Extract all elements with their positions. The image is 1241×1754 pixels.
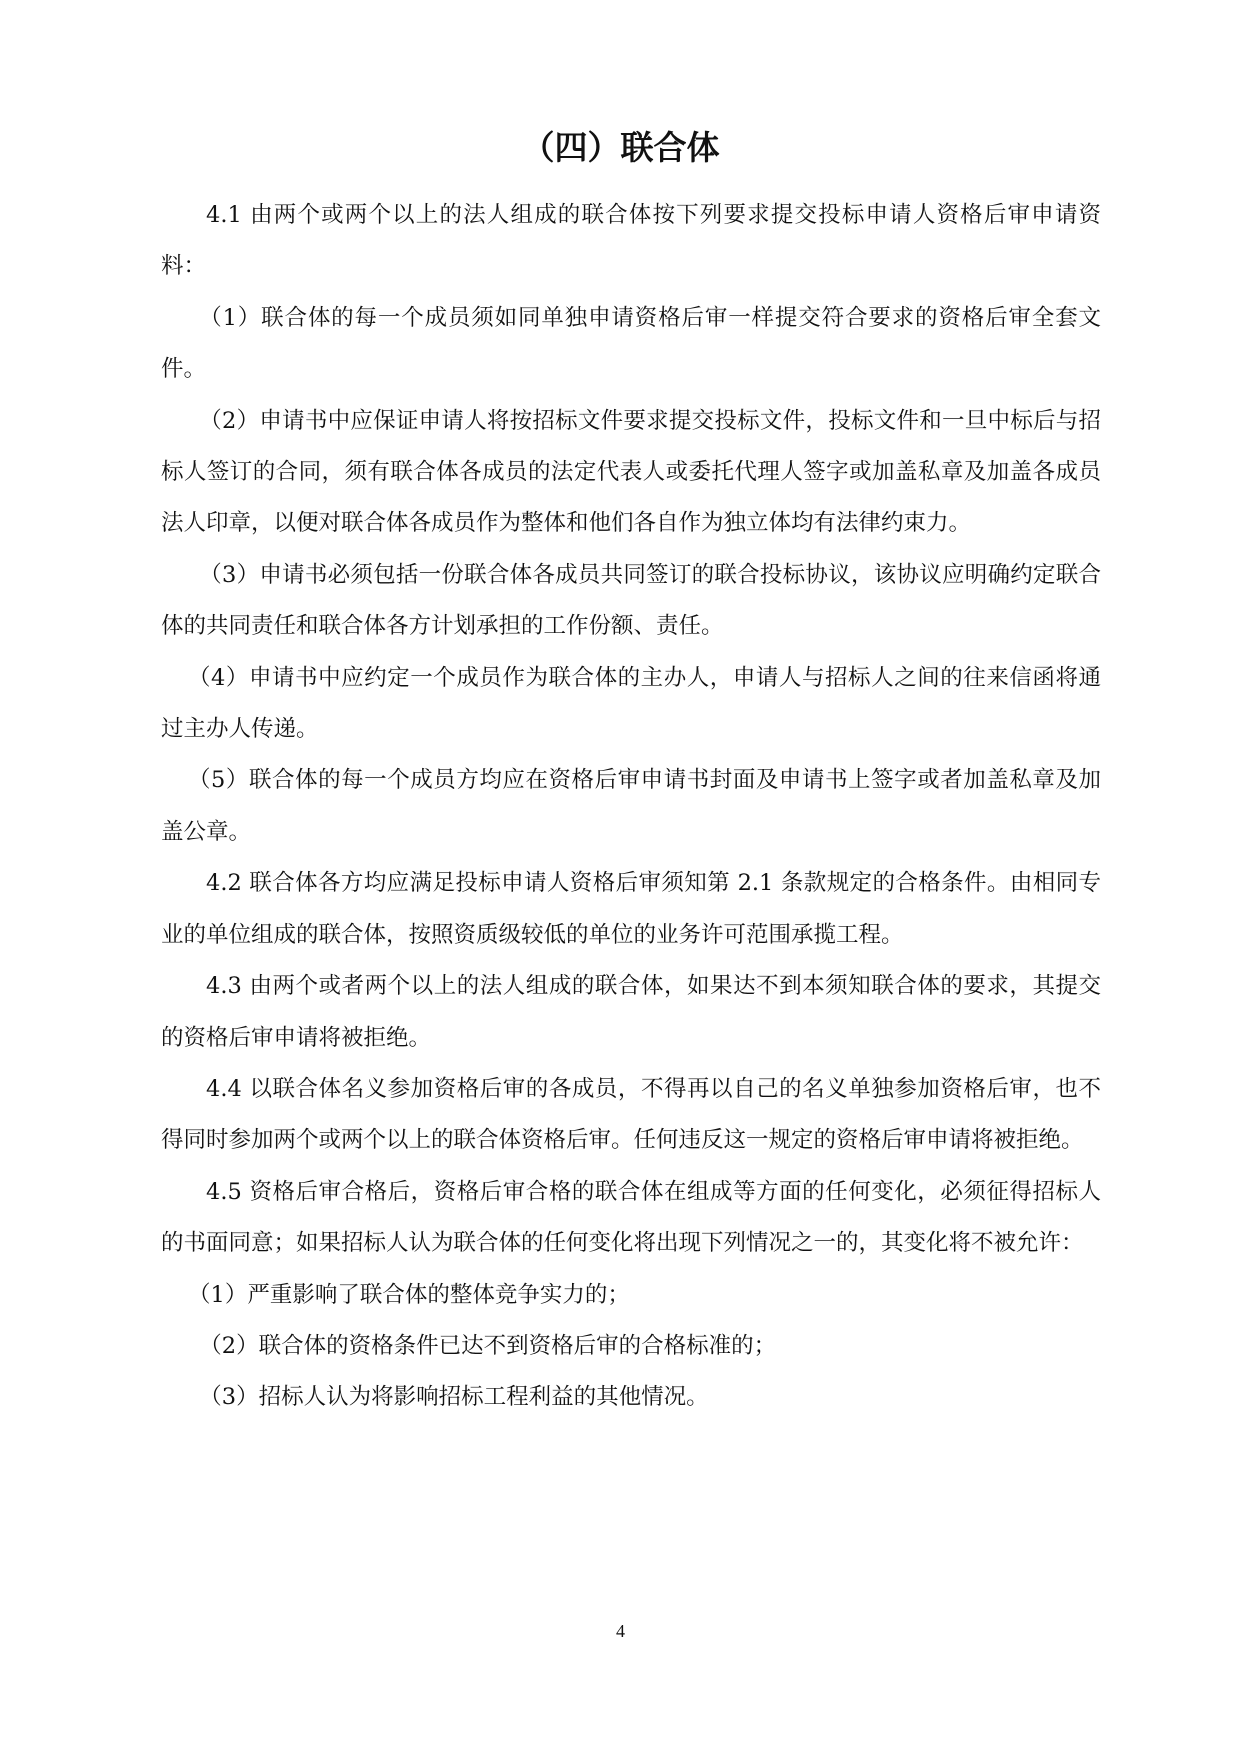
paragraph-4-5-item-3: （3）招标人认为将影响招标工程利益的其他情况。: [199, 1384, 709, 1411]
paragraph-4-4: 4.4 以联合体名义参加资格后审的各成员，不得再以自己的名义单独参加资格后审，也不得同时参加两个或两个以上的联合体资格后审。任何违反这一规定的资格后审申请将被拒绝。: [161, 1075, 1101, 1154]
section-title: （四）联合体: [521, 128, 720, 167]
paragraph-4-5: 4.5 资格后审合格后，资格后审合格的联合体在组成等方面的任何变化，必须征得招标人的书面同意；如果招标人认为联合体的任何变化将出现下列情况之一的，其变化将不被允许：: [161, 1178, 1101, 1257]
paragraph-4-1-item-1: （1）联合体的每一个成员须如同单独申请资格后审一样提交符合要求的资格后审全套文件。: [161, 304, 1101, 383]
paragraph-4-3: 4.3 由两个或者两个以上的法人组成的联合体，如果达不到本须知联合体的要求，其提交的资格后审申请将被拒绝。: [161, 973, 1101, 1051]
page-number: 4: [616, 1621, 625, 1641]
paragraph-4-1-item-5: （5）联合体的每一个成员方均应在资格后审申请书封面及申请书上签字或者加盖私章及加盖公章。: [161, 767, 1101, 845]
paragraph-4-5-item-1: （1）严重影响了联合体的整体竞争实力的；: [188, 1281, 630, 1308]
paragraph-4-1: 4.1 由两个或两个以上的法人组成的联合体按下列要求提交投标申请人资格后审申请资料：: [161, 202, 1101, 280]
paragraph-4-1-item-4: （4）申请书中应约定一个成员作为联合体的主办人，申请人与招标人之间的往来信函将通过主办人传递。: [161, 664, 1101, 743]
paragraph-4-2: 4.2 联合体各方均应满足投标申请人资格后审须知第 2.1 条款规定的合格条件。由相同专业的单位组成的联合体，按照资质级较低的单位的业务许可范围承揽工程。: [161, 870, 1101, 948]
paragraph-4-1-item-3: （3）申请书必须包括一份联合体各成员共同签订的联合投标协议，该协议应明确约定联合体的共同责任和联合体各方计划承担的工作份额、责任。: [161, 561, 1101, 640]
document-body: [161, 190, 1101, 1424]
paragraph-4-1-item-2: （2）申请书中应保证申请人将按招标文件要求提交投标文件，投标文件和一旦中标后与招标人签订的合同，须有联合体各成员的法定代表人或委托代理人签字或加盖私章及加盖各成员法人印章，以便对联合体各成员作为整体和他们各自作为独立体均有法律约束力。: [161, 407, 1101, 537]
paragraph-4-5-item-2: （2）联合体的资格条件已达不到资格后审的合格标准的；: [199, 1332, 777, 1359]
